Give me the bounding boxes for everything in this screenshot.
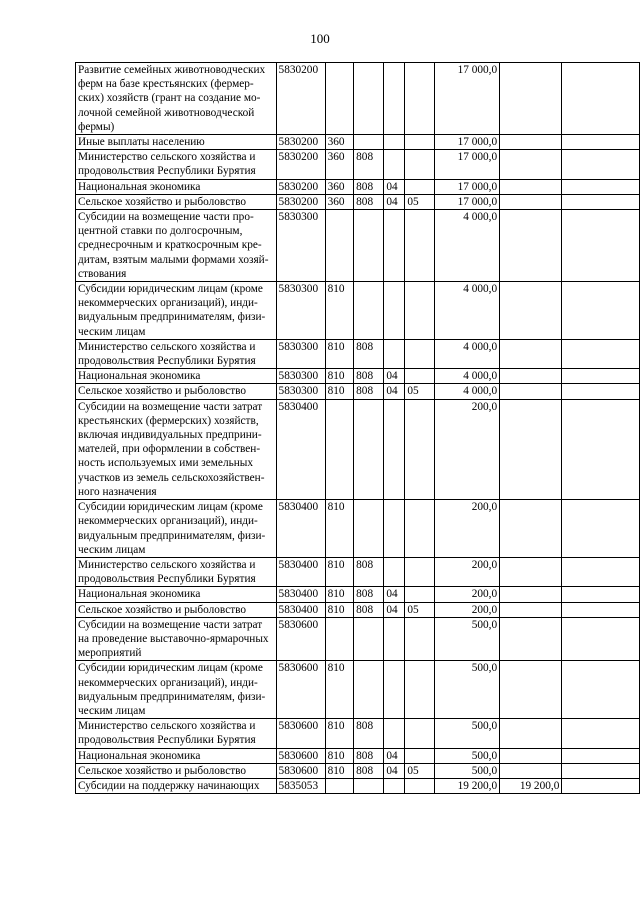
cell-sum-total: 200,0	[434, 587, 500, 602]
cell-subsection	[405, 748, 434, 763]
cell-name: Сельское хозяйство и рыболовство	[76, 763, 277, 778]
cell-name: Сельское хозяйство и рыболовство	[76, 602, 277, 617]
cell-sum-extra	[562, 135, 640, 150]
cell-section: 04	[384, 384, 405, 399]
table-row	[76, 150, 640, 179]
cell-expense-type: 810	[325, 557, 354, 586]
cell-sum-federal	[500, 282, 562, 340]
cell-sum-total: 500,0	[434, 617, 500, 661]
budget-table-body	[76, 63, 640, 794]
cell-name: Субсидии юридическим лицам (кроме некоммерческих организаций), инди-видуальным предпринимателям, физи-ческим лицам	[76, 500, 277, 558]
cell-sum-extra	[562, 587, 640, 602]
cell-ministry-code: 808	[354, 557, 384, 586]
table-row	[76, 763, 640, 778]
cell-target-code: 5830400	[276, 587, 325, 602]
cell-name: Субсидии юридическим лицам (кроме некоммерческих организаций), инди-видуальным предпринимателям, физи-ческим лицам	[76, 661, 277, 719]
cell-target-code: 5830300	[276, 339, 325, 368]
cell-sum-extra	[562, 602, 640, 617]
cell-sum-federal	[500, 135, 562, 150]
cell-sum-federal: 19 200,0	[500, 778, 562, 793]
cell-expense-type	[325, 210, 354, 282]
cell-sum-total: 17 000,0	[434, 150, 500, 179]
cell-expense-type	[325, 617, 354, 661]
cell-ministry-code	[354, 500, 384, 558]
cell-target-code: 5830300	[276, 369, 325, 384]
cell-sum-total: 4 000,0	[434, 384, 500, 399]
cell-name: Субсидии на поддержку начинающих	[76, 778, 277, 793]
cell-ministry-code: 808	[354, 369, 384, 384]
table-row	[76, 557, 640, 586]
cell-sum-total: 500,0	[434, 748, 500, 763]
cell-subsection	[405, 63, 434, 135]
cell-subsection	[405, 661, 434, 719]
cell-target-code: 5830200	[276, 194, 325, 209]
cell-name: Национальная экономика	[76, 748, 277, 763]
cell-sum-extra	[562, 210, 640, 282]
cell-expense-type	[325, 778, 354, 793]
cell-expense-type: 810	[325, 384, 354, 399]
cell-expense-type: 810	[325, 661, 354, 719]
cell-sum-federal	[500, 617, 562, 661]
cell-ministry-code: 808	[354, 179, 384, 194]
cell-sum-total: 17 000,0	[434, 135, 500, 150]
cell-name: Субсидии юридическим лицам (кроме некоммерческих организаций), инди-видуальным предпринимателям, физи-ческим лицам	[76, 282, 277, 340]
cell-section	[384, 500, 405, 558]
cell-name: Иные выплаты населению	[76, 135, 277, 150]
cell-sum-total: 500,0	[434, 763, 500, 778]
cell-sum-total: 200,0	[434, 557, 500, 586]
cell-sum-federal	[500, 661, 562, 719]
cell-sum-extra	[562, 763, 640, 778]
table-row	[76, 339, 640, 368]
cell-target-code: 5830400	[276, 602, 325, 617]
cell-sum-federal	[500, 763, 562, 778]
cell-target-code: 5830300	[276, 282, 325, 340]
cell-name: Национальная экономика	[76, 179, 277, 194]
cell-sum-extra	[562, 369, 640, 384]
table-row	[76, 500, 640, 558]
cell-target-code: 5830600	[276, 763, 325, 778]
cell-sum-federal	[500, 369, 562, 384]
cell-sum-total: 17 000,0	[434, 194, 500, 209]
table-row	[76, 719, 640, 748]
cell-sum-federal	[500, 339, 562, 368]
cell-target-code: 5830200	[276, 135, 325, 150]
table-row	[76, 617, 640, 661]
cell-expense-type: 360	[325, 194, 354, 209]
cell-expense-type: 360	[325, 150, 354, 179]
cell-section	[384, 135, 405, 150]
cell-sum-extra	[562, 557, 640, 586]
cell-sum-federal	[500, 557, 562, 586]
page-number: 100	[310, 31, 330, 46]
cell-expense-type: 360	[325, 135, 354, 150]
cell-name: Министерство сельского хозяйства и продовольствия Республики Бурятия	[76, 719, 277, 748]
cell-target-code: 5830300	[276, 384, 325, 399]
cell-subsection: 05	[405, 384, 434, 399]
cell-subsection	[405, 778, 434, 793]
cell-sum-extra	[562, 719, 640, 748]
cell-subsection	[405, 500, 434, 558]
table-row	[76, 282, 640, 340]
cell-section	[384, 210, 405, 282]
cell-sum-extra	[562, 179, 640, 194]
cell-section	[384, 150, 405, 179]
cell-sum-total: 4 000,0	[434, 369, 500, 384]
cell-sum-extra	[562, 150, 640, 179]
cell-target-code: 5830400	[276, 557, 325, 586]
cell-ministry-code	[354, 399, 384, 499]
cell-subsection: 05	[405, 763, 434, 778]
cell-sum-extra	[562, 500, 640, 558]
cell-subsection	[405, 179, 434, 194]
table-row	[76, 587, 640, 602]
cell-name: Субсидии на возмещение части затрат крестьянских (фермерских) хозяйств, включая индивидуальных предприни-мателей, при оформлении в собствен-ность используемых ими земельных участков из земель сельскохозяйствен-ного назначения	[76, 399, 277, 499]
cell-sum-extra	[562, 399, 640, 499]
table-row	[76, 748, 640, 763]
cell-target-code: 5835053	[276, 778, 325, 793]
cell-ministry-code	[354, 135, 384, 150]
cell-expense-type: 810	[325, 587, 354, 602]
cell-expense-type: 810	[325, 719, 354, 748]
cell-subsection	[405, 557, 434, 586]
table-row	[76, 63, 640, 135]
cell-target-code: 5830200	[276, 63, 325, 135]
cell-ministry-code	[354, 210, 384, 282]
cell-sum-total: 19 200,0	[434, 778, 500, 793]
cell-subsection	[405, 282, 434, 340]
cell-sum-extra	[562, 748, 640, 763]
cell-name: Министерство сельского хозяйства и продовольствия Республики Бурятия	[76, 557, 277, 586]
cell-ministry-code	[354, 63, 384, 135]
cell-ministry-code	[354, 661, 384, 719]
cell-expense-type: 810	[325, 369, 354, 384]
cell-sum-federal	[500, 179, 562, 194]
cell-expense-type: 810	[325, 602, 354, 617]
cell-expense-type: 810	[325, 339, 354, 368]
cell-target-code: 5830400	[276, 399, 325, 499]
table-row	[76, 661, 640, 719]
cell-sum-federal	[500, 748, 562, 763]
cell-ministry-code: 808	[354, 150, 384, 179]
cell-subsection	[405, 135, 434, 150]
cell-sum-total: 4 000,0	[434, 339, 500, 368]
cell-subsection: 05	[405, 602, 434, 617]
cell-expense-type: 360	[325, 179, 354, 194]
cell-target-code: 5830200	[276, 179, 325, 194]
cell-subsection	[405, 587, 434, 602]
cell-sum-federal	[500, 210, 562, 282]
cell-section	[384, 282, 405, 340]
cell-ministry-code: 808	[354, 719, 384, 748]
cell-sum-extra	[562, 384, 640, 399]
cell-sum-federal	[500, 500, 562, 558]
cell-name: Развитие семейных животноводческих ферм на базе крестьянских (фермер-ских) хозяйств (грант на создание мо-лочной семейной животноводческой фермы)	[76, 63, 277, 135]
cell-sum-total: 500,0	[434, 661, 500, 719]
cell-target-code: 5830400	[276, 500, 325, 558]
cell-expense-type: 810	[325, 282, 354, 340]
cell-section: 04	[384, 587, 405, 602]
cell-section	[384, 339, 405, 368]
cell-subsection: 05	[405, 194, 434, 209]
cell-section	[384, 778, 405, 793]
cell-sum-total: 200,0	[434, 500, 500, 558]
cell-subsection	[405, 339, 434, 368]
cell-ministry-code: 808	[354, 763, 384, 778]
cell-target-code: 5830200	[276, 150, 325, 179]
cell-sum-federal	[500, 384, 562, 399]
cell-expense-type	[325, 63, 354, 135]
cell-ministry-code: 808	[354, 384, 384, 399]
cell-ministry-code	[354, 282, 384, 340]
table-row	[76, 602, 640, 617]
cell-expense-type: 810	[325, 748, 354, 763]
cell-name: Сельское хозяйство и рыболовство	[76, 194, 277, 209]
cell-expense-type: 810	[325, 500, 354, 558]
cell-subsection	[405, 369, 434, 384]
cell-sum-total: 4 000,0	[434, 282, 500, 340]
cell-subsection	[405, 150, 434, 179]
cell-name: Национальная экономика	[76, 587, 277, 602]
cell-section: 04	[384, 194, 405, 209]
table-row	[76, 399, 640, 499]
cell-sum-extra	[562, 194, 640, 209]
cell-ministry-code: 808	[354, 587, 384, 602]
cell-sum-extra	[562, 617, 640, 661]
cell-target-code: 5830600	[276, 661, 325, 719]
cell-ministry-code	[354, 778, 384, 793]
cell-section	[384, 63, 405, 135]
cell-ministry-code: 808	[354, 339, 384, 368]
cell-sum-total: 17 000,0	[434, 179, 500, 194]
budget-table	[75, 62, 640, 794]
cell-section: 04	[384, 748, 405, 763]
cell-sum-total: 500,0	[434, 719, 500, 748]
cell-sum-federal	[500, 719, 562, 748]
table-row	[76, 778, 640, 793]
cell-sum-federal	[500, 150, 562, 179]
table-row	[76, 210, 640, 282]
cell-target-code: 5830600	[276, 719, 325, 748]
cell-name: Субсидии на возмещение части затрат на проведение выставочно-ярмарочных мероприятий	[76, 617, 277, 661]
cell-sum-extra	[562, 63, 640, 135]
cell-name: Сельское хозяйство и рыболовство	[76, 384, 277, 399]
cell-name: Министерство сельского хозяйства и продовольствия Республики Бурятия	[76, 150, 277, 179]
cell-name: Субсидии на возмещение части про-центной ставки по долгосрочным, среднесрочным и краткосрочным кре-дитам, взятым малыми формами хозяй-ствования	[76, 210, 277, 282]
cell-sum-federal	[500, 194, 562, 209]
cell-target-code: 5830300	[276, 210, 325, 282]
cell-subsection	[405, 210, 434, 282]
cell-name: Министерство сельского хозяйства и продовольствия Республики Бурятия	[76, 339, 277, 368]
cell-sum-federal	[500, 399, 562, 499]
cell-expense-type	[325, 399, 354, 499]
cell-section: 04	[384, 763, 405, 778]
cell-section: 04	[384, 369, 405, 384]
cell-subsection	[405, 719, 434, 748]
cell-section	[384, 399, 405, 499]
table-row	[76, 384, 640, 399]
cell-sum-total: 4 000,0	[434, 210, 500, 282]
cell-sum-extra	[562, 661, 640, 719]
cell-section: 04	[384, 602, 405, 617]
cell-sum-extra	[562, 282, 640, 340]
cell-section: 04	[384, 179, 405, 194]
cell-expense-type: 810	[325, 763, 354, 778]
cell-sum-total: 200,0	[434, 602, 500, 617]
cell-section	[384, 661, 405, 719]
cell-name: Национальная экономика	[76, 369, 277, 384]
cell-section	[384, 557, 405, 586]
cell-ministry-code: 808	[354, 602, 384, 617]
cell-sum-federal	[500, 602, 562, 617]
cell-subsection	[405, 617, 434, 661]
cell-sum-extra	[562, 778, 640, 793]
cell-target-code: 5830600	[276, 748, 325, 763]
cell-ministry-code	[354, 617, 384, 661]
cell-sum-total: 200,0	[434, 399, 500, 499]
cell-section	[384, 719, 405, 748]
cell-section	[384, 617, 405, 661]
table-row	[76, 135, 640, 150]
table-row	[76, 179, 640, 194]
cell-sum-federal	[500, 63, 562, 135]
cell-target-code: 5830600	[276, 617, 325, 661]
cell-sum-extra	[562, 339, 640, 368]
table-row	[76, 369, 640, 384]
cell-sum-federal	[500, 587, 562, 602]
cell-ministry-code: 808	[354, 194, 384, 209]
cell-subsection	[405, 399, 434, 499]
cell-sum-total: 17 000,0	[434, 63, 500, 135]
table-row	[76, 194, 640, 209]
cell-ministry-code: 808	[354, 748, 384, 763]
